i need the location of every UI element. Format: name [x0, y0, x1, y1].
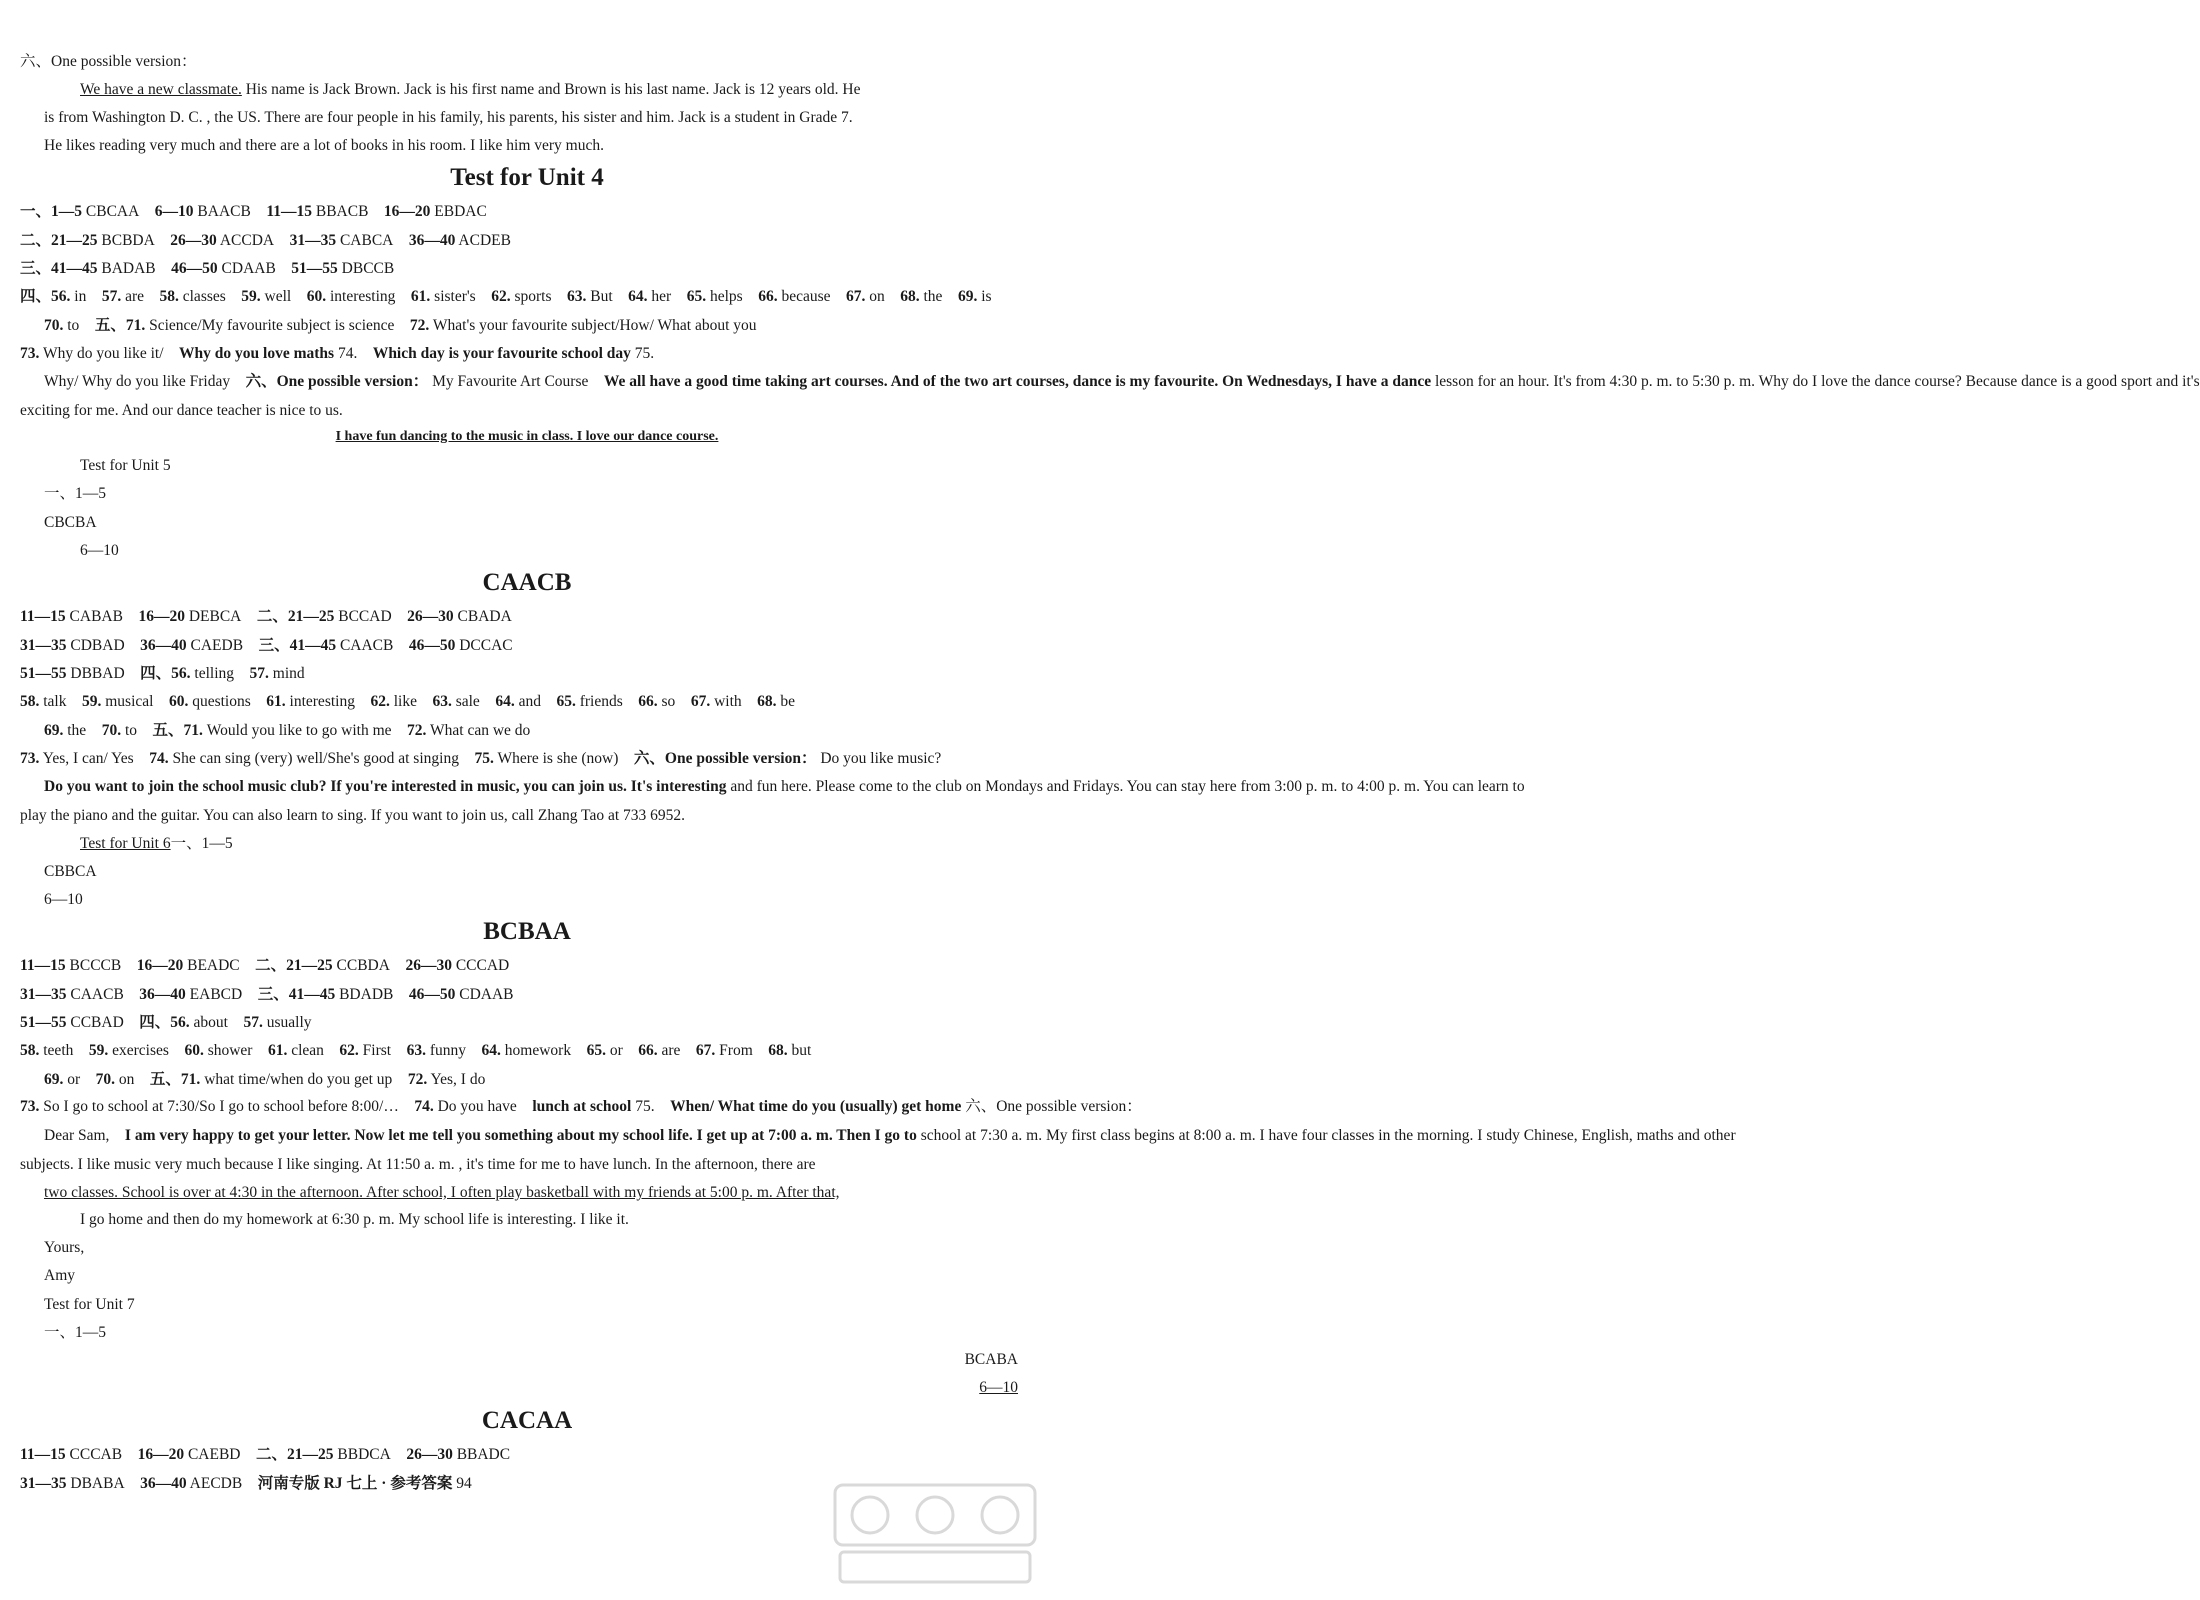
- essay-line-text: Amy: [44, 1267, 75, 1284]
- essay-line: [44, 136, 1034, 156]
- answer-row-4-cont-answer: what time/when do you get up: [204, 1071, 393, 1088]
- answer-row-1-label: 二、21—25: [256, 608, 335, 625]
- answer-row-4-answer: is: [981, 288, 992, 305]
- answer-text: 六、One possible version：: [965, 1098, 1142, 1115]
- answer-row-4-answer: her: [651, 288, 672, 305]
- version-label: [20, 52, 1034, 72]
- answer-row-2-label: 三、41—45: [258, 637, 337, 654]
- answer-row-4-label: 66.: [638, 693, 658, 710]
- answer-row-4-label: 57.: [101, 288, 122, 305]
- answer-row-5: [20, 344, 1034, 364]
- answer-row-2-label: 36—40: [140, 637, 187, 654]
- answer-row-2-label: 26—30: [170, 232, 217, 249]
- essay-line-text: He likes reading very much and there are a lot of books in his room. I like him very much.: [44, 137, 604, 154]
- letter-greeting: [44, 1183, 1034, 1203]
- answer-row-4-answer: sister's: [434, 288, 476, 305]
- unit-heading: [0, 917, 1054, 947]
- answer-row-5-cont: [44, 1126, 1736, 1146]
- answer-row-4: [20, 287, 1034, 307]
- essay-line: [44, 1238, 1034, 1258]
- version-label-text: subjects. I like music very much because I like singing. At 11:50 a. m. , it's time for me to have lunch. In the afternoon, there are: [20, 1156, 816, 1173]
- answer-row-3-answer: DBBAD: [70, 665, 125, 682]
- answer-row-2-answer: DCCAC: [459, 637, 513, 654]
- essay-line-text: is from Washington D. C. , the US. There are four people in his family, his parents, his sister and him. Jack is a student in Grade 7.: [44, 109, 853, 126]
- essay-line: [44, 513, 1034, 533]
- answer-row-1-answer: CABAB: [69, 608, 123, 625]
- answer-row-4-answer: sports: [514, 288, 552, 305]
- answer-row-4-label: 四、56.: [20, 288, 71, 305]
- answer-row-4-answer: and: [518, 693, 541, 710]
- answer-row-4-cont-answer: to: [67, 317, 80, 334]
- answer-row-1-answer: BBADC: [456, 1446, 511, 1463]
- answer-row-1-answer: CAEBD: [187, 1446, 241, 1463]
- answer-row-1-label: 16—20: [383, 203, 431, 220]
- answer-row-2: [20, 636, 1034, 656]
- answer-row-5-answer: She can sing (very) well/She's good at singing: [172, 750, 459, 767]
- answer-label: 六、One possible version：: [245, 373, 429, 390]
- answer-row-4-label: 66.: [638, 1042, 658, 1059]
- answer-row-2-label: 三、41—45: [257, 986, 336, 1003]
- answer-row-3-label: 三、41—45: [20, 260, 98, 277]
- answer-row-1-label: 16—20: [138, 608, 185, 625]
- answer-row-2-answer: AECDB: [189, 1475, 243, 1492]
- essay-title: [0, 428, 1054, 446]
- unit-heading-text: Test for Unit 4: [450, 164, 604, 191]
- answer-row-4-answer: talk: [43, 693, 67, 710]
- answer-row-3-answer: CDAAB: [221, 260, 276, 277]
- answer-row-4-label: 62.: [370, 693, 390, 710]
- answer-row-1-answer: BCCCB: [69, 957, 122, 974]
- answer-row-4-answer: but: [791, 1042, 812, 1059]
- answer-row-4-cont: [44, 1070, 1034, 1090]
- answer-row-1-answer: BAACB: [197, 203, 251, 220]
- answer-row-4-cont-label: 五、71.: [152, 722, 203, 739]
- answer-row-4-cont-label: 70.: [95, 1071, 116, 1088]
- answer-text: school at 7:30 a. m. My first class begins at 8:00 a. m. I have four classes in the morning. I study Chinese, English, maths and other: [920, 1127, 1736, 1144]
- answer-row-4-answer: are: [125, 288, 144, 305]
- version-label: [20, 806, 1034, 826]
- answer-row-2-label: 36—40: [140, 1475, 187, 1492]
- answer-row-4-label: 60.: [306, 288, 327, 305]
- answer-row-2-answer: BCBDA: [101, 232, 155, 249]
- answer-row-1-label: 6—10: [154, 203, 194, 220]
- answer-row-2-label: 46—50: [408, 637, 456, 654]
- letter-closing: [965, 1350, 1018, 1370]
- essay-line-text: 6—10: [80, 542, 119, 559]
- answer-row-3-label: 四、56.: [139, 1014, 190, 1031]
- answer-text: Why/ Why do you like Friday: [44, 373, 231, 390]
- answer-row-4-label: 59.: [82, 693, 102, 710]
- unit-heading-text: CACAA: [481, 1407, 573, 1434]
- answer-row-1-answer: BCCAD: [338, 608, 392, 625]
- answer-row-3-answer: BADAB: [101, 260, 156, 277]
- essay-line: [44, 1295, 1034, 1315]
- answer-row-2-label: 46—50: [408, 986, 456, 1003]
- answer-row-1-answer: CCBDA: [336, 957, 390, 974]
- answer-row-2-answer: CAACB: [70, 986, 124, 1003]
- answer-row-2: [20, 231, 1034, 251]
- answer-row-4-answer: shower: [207, 1042, 253, 1059]
- answer-row-2-answer: CAEDB: [190, 637, 244, 654]
- letter-greeting-text: two classes. School is over at 4:30 in the afternoon. After school, I often play basketball with my friends at 5:00 p. m. After that,: [44, 1184, 840, 1201]
- answer-row-4-cont-label: 72.: [407, 1071, 428, 1088]
- answer-row-1-label: 11—15: [20, 1446, 66, 1463]
- answer-text: Dear Sam,: [44, 1127, 110, 1144]
- answer-row-1-label: 一、1—5: [20, 203, 83, 220]
- answer-row-4-answer: interesting: [289, 693, 355, 710]
- answer-text: lesson for an hour. It's from 4:30 p. m. to 5:30 p. m. Why do I love the dance course? Because dance is a good sport and it's: [1434, 373, 2200, 390]
- answer-row-4-cont-label: 72.: [409, 317, 430, 334]
- page-footer: [396, 1500, 408, 1521]
- answer-row-4-answer: are: [661, 1042, 681, 1059]
- essay-text: His name is Jack Brown. Jack is his first name and Brown is his last name. Jack is 12 years old. He: [241, 81, 861, 98]
- answer-row-2: [20, 985, 1034, 1005]
- answer-row-3: [20, 259, 1034, 279]
- answer-row-5-label: 六、One possible version：: [633, 750, 817, 767]
- answer-row-4-answer: like: [393, 693, 417, 710]
- answer-row-4-label: 61.: [410, 288, 431, 305]
- answer-row-1-label: 11—15: [20, 957, 66, 974]
- answer-text: So I go to school at 7:30/So I go to school before 8:00/…: [43, 1098, 399, 1115]
- answer-row-5-answer: Yes, I can/ Yes: [42, 750, 134, 767]
- answer-row-3-answer: about: [193, 1014, 228, 1031]
- answer-row-4-answer: But: [590, 288, 613, 305]
- answer-row-4-cont: [44, 721, 1034, 741]
- answer-row-4-label: 63.: [567, 288, 587, 305]
- answer-row-5-label: Which day is your favourite school day: [372, 345, 631, 362]
- answer-row-4-answer: because: [781, 288, 831, 305]
- answer-row-4-cont-answer: or: [67, 1071, 81, 1088]
- answer-label: lunch at school: [532, 1098, 632, 1115]
- unit-heading-text: BCBAA: [483, 918, 571, 945]
- answer-row-3-label: 51—55: [20, 1014, 67, 1031]
- version-label: [20, 401, 1034, 421]
- answer-row-4-label: 68.: [757, 693, 777, 710]
- essay-line: [44, 108, 1034, 128]
- answer-row-2-answer: CDAAB: [459, 986, 514, 1003]
- answer-row-1-answer: BEADC: [187, 957, 240, 974]
- answer-row-4-cont-answer: Science/My favourite subject is science: [149, 317, 395, 334]
- answer-row-4-answer: From: [719, 1042, 753, 1059]
- answer-row-1: [20, 1445, 1034, 1465]
- answer-row-5-label: 73.: [20, 345, 40, 362]
- answer-row-1: [20, 607, 1034, 627]
- answer-row-2-answer: CDBAD: [70, 637, 125, 654]
- answer-row-4-answer: teeth: [43, 1042, 74, 1059]
- answer-row-5-answer: 74.: [337, 345, 358, 362]
- answer-row-4-cont-label: 69.: [44, 1071, 64, 1088]
- essay-line: [44, 484, 1034, 504]
- answer-row-5-answer: 75.: [634, 345, 655, 362]
- answer-row-1-label: 26—30: [406, 1446, 453, 1463]
- answer-row-2-answer: CAACB: [339, 637, 394, 654]
- answer-text: My Favourite Art Course: [432, 373, 589, 390]
- answer-row-2-label: 31—35: [20, 1475, 67, 1492]
- answer-row-4-answer: on: [869, 288, 885, 305]
- answer-row-4-label: 58.: [159, 288, 179, 305]
- answer-row-4-cont-label: 72.: [407, 722, 427, 739]
- essay-title: Test for Unit 6: [80, 835, 171, 852]
- answer-row-3-answer: mind: [272, 665, 305, 682]
- answer-row-3-answer: DBCCB: [341, 260, 395, 277]
- answer-row-4-answer: interesting: [329, 288, 396, 305]
- answer-row-3-answer: usually: [266, 1014, 312, 1031]
- answer-row-2-answer: CABCA: [339, 232, 394, 249]
- answer-row-2-answer: DBABA: [70, 1475, 125, 1492]
- answer-row-4-answer: exercises: [112, 1042, 169, 1059]
- essay-line: [80, 80, 1034, 100]
- essay-text: 一、1—5: [170, 835, 233, 852]
- answer-row-4-label: 65.: [556, 693, 576, 710]
- answer-row-4-label: 58.: [20, 693, 40, 710]
- answer-row-4-answer: questions: [192, 693, 251, 710]
- answer-row-1-label: 26—30: [405, 957, 452, 974]
- answer-row-4-label: 65.: [586, 1042, 606, 1059]
- answer-row-5-label: 74.: [149, 750, 169, 767]
- answer-row-2-label: 31—35: [20, 986, 67, 1003]
- essay-line-text: 一、1—5: [44, 1324, 107, 1341]
- answer-row-3-label: 51—55: [20, 665, 67, 682]
- answer-row-4-label: 60.: [168, 693, 189, 710]
- answer-row-2-label: 二、21—25: [20, 232, 98, 249]
- answer-row-4-answer: or: [609, 1042, 623, 1059]
- answer-row-4-label: 62.: [339, 1042, 359, 1059]
- answer-row-1-answer: EBDAC: [434, 203, 487, 220]
- answer-label: I am very happy to get your letter. Now let me tell you something about my school life. I get up at 7:00 a. m. Then I go to: [124, 1127, 917, 1144]
- answer-row-4-cont-answer: What's your favourite subject/How/ What about you: [432, 317, 757, 334]
- answer-row-2-label: 31—35: [289, 232, 337, 249]
- answer-row-4-label: 64.: [495, 693, 515, 710]
- answer-row-4-label: 67.: [690, 693, 711, 710]
- answer-row-1-answer: BBACB: [315, 203, 369, 220]
- answer-row-4-cont: [44, 316, 1034, 336]
- answer-row-4-answer: funny: [429, 1042, 467, 1059]
- answer-row-4-cont-answer: the: [67, 722, 87, 739]
- answer-row-4: [20, 1041, 1034, 1061]
- essay-line: [44, 862, 1034, 882]
- answer-row-3-answer: telling: [194, 665, 235, 682]
- essay-line: [44, 1323, 1034, 1343]
- answer-row-2-label: 河南专版 RJ 七上 · 参考答案: [257, 1475, 453, 1492]
- answer-row-2-answer: ACCDA: [219, 232, 275, 249]
- answer-row-3-answer: CCBAD: [70, 1014, 124, 1031]
- answer-row-2-label: 31—35: [20, 637, 67, 654]
- unit-heading: [0, 568, 1054, 598]
- letter-signature: [979, 1378, 1018, 1398]
- answer-row-4-answer: classes: [182, 288, 226, 305]
- answer-row-4-label: 62.: [491, 288, 511, 305]
- answer-row-4-answer: First: [362, 1042, 392, 1059]
- unit-heading-text: CAACB: [482, 569, 572, 596]
- answer-label: 73.: [20, 1098, 40, 1115]
- answer-row-3-label: 四、56.: [140, 665, 191, 682]
- essay-line-text: I go home and then do my homework at 6:30 p. m. My school life is interesting. I like it.: [80, 1211, 629, 1228]
- answer-row-4-cont-answer: to: [124, 722, 137, 739]
- answer-row-2-answer: 94: [456, 1475, 472, 1492]
- answer-row-5: [20, 1097, 1142, 1117]
- answer-row-4-answer: clean: [291, 1042, 324, 1059]
- answer-row-4-answer: musical: [105, 693, 154, 710]
- answer-row-3: [20, 664, 1034, 684]
- answer-row-5-answer: Where is she (now): [497, 750, 619, 767]
- essay-line-text: Yours,: [44, 1239, 85, 1256]
- answer-row-1-label: 16—20: [137, 1446, 185, 1463]
- essay-line-text: 一、1—5: [44, 485, 107, 502]
- answer-row-4-cont-label: 五、71.: [94, 317, 146, 334]
- answer-row-4-answer: so: [661, 693, 676, 710]
- answer-row-4-cont-label: 70.: [44, 317, 64, 334]
- answer-row-4-cont-label: 五、71.: [149, 1071, 201, 1088]
- answer-row-5: [20, 749, 1034, 769]
- answer-row-4-label: 67.: [695, 1042, 716, 1059]
- answer-text: Do you have: [437, 1098, 517, 1115]
- answer-row-1-answer: BBDCA: [337, 1446, 391, 1463]
- answer-row-3-label: 57.: [249, 665, 269, 682]
- essay-line-text: 6—10: [44, 891, 83, 908]
- answer-row-4-answer: helps: [709, 288, 743, 305]
- answer-row-4-label: 69.: [957, 288, 978, 305]
- unit-heading: [0, 1406, 1054, 1436]
- version-label-text: 六、One possible version：: [20, 53, 197, 70]
- essay-line: [80, 541, 1034, 561]
- answer-row-4-label: 63.: [406, 1042, 426, 1059]
- answer-row-1: [20, 202, 1034, 222]
- answer-row-4-cont-label: 70.: [101, 722, 122, 739]
- answer-row-5-answer: Do you like music?: [820, 750, 942, 767]
- answer-row-4-cont-answer: Would you like to go with me: [206, 722, 392, 739]
- answer-row-1: [20, 956, 1034, 976]
- answer-row-1-label: 26—30: [407, 608, 454, 625]
- letter-closing-text: BCABA: [964, 1351, 1018, 1368]
- answer-row-4-label: 59.: [241, 288, 261, 305]
- essay-title-text: I have fun dancing to the music in class. I love our dance course.: [335, 429, 719, 444]
- answer-row-4-label: 68.: [768, 1042, 788, 1059]
- answer-label: When/ What time do you (usually) get home: [670, 1098, 962, 1115]
- answer-row-2-label: 36—40: [139, 986, 186, 1003]
- answer-row-1-label: 二、21—25: [255, 957, 333, 974]
- answer-row-3-label: 46—50: [171, 260, 218, 277]
- essay-line-text: Test for Unit 7: [44, 1296, 135, 1313]
- answer-row-4: [20, 692, 1034, 712]
- answer-row-4-answer: sale: [455, 693, 480, 710]
- answer-row-5-label: Why do you love maths: [179, 345, 335, 362]
- essay-line: [44, 890, 1034, 910]
- version-label: [20, 1155, 1034, 1175]
- answer-row-4-label: 60.: [184, 1042, 204, 1059]
- answer-row-5-cont: [44, 777, 1525, 797]
- answer-row-5-cont: [44, 372, 2200, 392]
- answer-row-4-answer: in: [74, 288, 87, 305]
- answer-row-4-answer: be: [780, 693, 796, 710]
- answer-row-2-answer: EABCD: [189, 986, 243, 1003]
- answer-row-5-label: 73.: [20, 750, 40, 767]
- answer-label: 74.: [414, 1098, 434, 1115]
- answer-row-4-label: 65.: [686, 288, 707, 305]
- answer-row-4-label: 63.: [432, 693, 452, 710]
- answer-row-1-label: 二、21—25: [256, 1446, 334, 1463]
- answer-row-4-cont-answer: Yes, I do: [430, 1071, 486, 1088]
- answer-row-2-label: 36—40: [408, 232, 456, 249]
- answer-row-4-answer: with: [714, 693, 742, 710]
- answer-row-4-cont-label: 69.: [44, 722, 64, 739]
- answer-row-1-answer: CCCAD: [455, 957, 510, 974]
- answer-row-4-answer: friends: [579, 693, 623, 710]
- letter-signature-text: 6—10: [979, 1379, 1018, 1396]
- answer-row-1-answer: CBCAA: [85, 203, 140, 220]
- essay-line: [44, 1266, 1034, 1286]
- answer-row-4-cont-answer: on: [118, 1071, 135, 1088]
- answer-row-1-answer: DEBCA: [188, 608, 242, 625]
- answer-row-4-label: 58.: [20, 1042, 40, 1059]
- answer-row-4-label: 64.: [481, 1042, 501, 1059]
- answer-row-2-answer: BDADB: [339, 986, 394, 1003]
- answer-row-3-label: 51—55: [291, 260, 338, 277]
- answer-row-2-answer: ACDEB: [458, 232, 511, 249]
- answer-row-3-label: 57.: [243, 1014, 263, 1031]
- answer-text: 75.: [635, 1098, 655, 1115]
- answer-row-1-answer: CCCAB: [69, 1446, 123, 1463]
- essay-line-text: CBCBA: [44, 514, 97, 531]
- answer-row-4-label: 68.: [900, 288, 920, 305]
- answer-row-4-answer: the: [923, 288, 943, 305]
- answer-row-4-cont-answer: What can we do: [430, 722, 531, 739]
- answer-row-4-label: 66.: [758, 288, 778, 305]
- version-label-text: exciting for me. And our dance teacher is nice to us.: [20, 402, 343, 419]
- answer-row-4-label: 67.: [846, 288, 866, 305]
- answer-row-1-label: 11—15: [266, 203, 312, 220]
- answer-row-4-answer: well: [264, 288, 292, 305]
- unit-heading: [0, 163, 1054, 193]
- version-label-text: play the piano and the guitar. You can also learn to sing. If you want to join us, call Zhang Tao at 733 6952.: [20, 807, 686, 824]
- essay-line-text: Test for Unit 5: [80, 457, 171, 474]
- answer-row-5-cont-label: Do you want to join the school music club? If you're interested in music, you can join us. It's interesting: [44, 778, 727, 795]
- essay-line: [80, 456, 1034, 476]
- answer-row-1-label: 11—15: [20, 608, 66, 625]
- answer-row-5-label: 75.: [474, 750, 494, 767]
- essay-line: [80, 834, 1034, 854]
- answer-row-4-label: 61.: [267, 1042, 288, 1059]
- answer-row-4-label: 59.: [88, 1042, 109, 1059]
- answer-row-5-answer: Why do you like it/: [42, 345, 164, 362]
- answer-row-4-label: 61.: [266, 693, 286, 710]
- answer-row-4-answer: homework: [504, 1042, 572, 1059]
- answer-row-1-answer: CBADA: [457, 608, 512, 625]
- answer-row-1-label: 16—20: [136, 957, 184, 974]
- essay-title: We have a new classmate.: [80, 81, 242, 98]
- essay-line-text: CBBCA: [44, 863, 97, 880]
- watermark-logo: [830, 1480, 1040, 1590]
- answer-row-4-label: 64.: [628, 288, 648, 305]
- answer-row-3: [20, 1013, 1034, 1033]
- answer-label: We all have a good time taking art courses. And of the two art courses, dance is my favourite. On Wednesdays, I have a dance: [603, 373, 1432, 390]
- answer-row-5-cont-answer: and fun here. Please come to the club on Mondays and Fridays. You can stay here from 3:00 p. m. to 4:00 p. m. You can learn to: [730, 778, 1525, 795]
- essay-line: [80, 1210, 1034, 1230]
